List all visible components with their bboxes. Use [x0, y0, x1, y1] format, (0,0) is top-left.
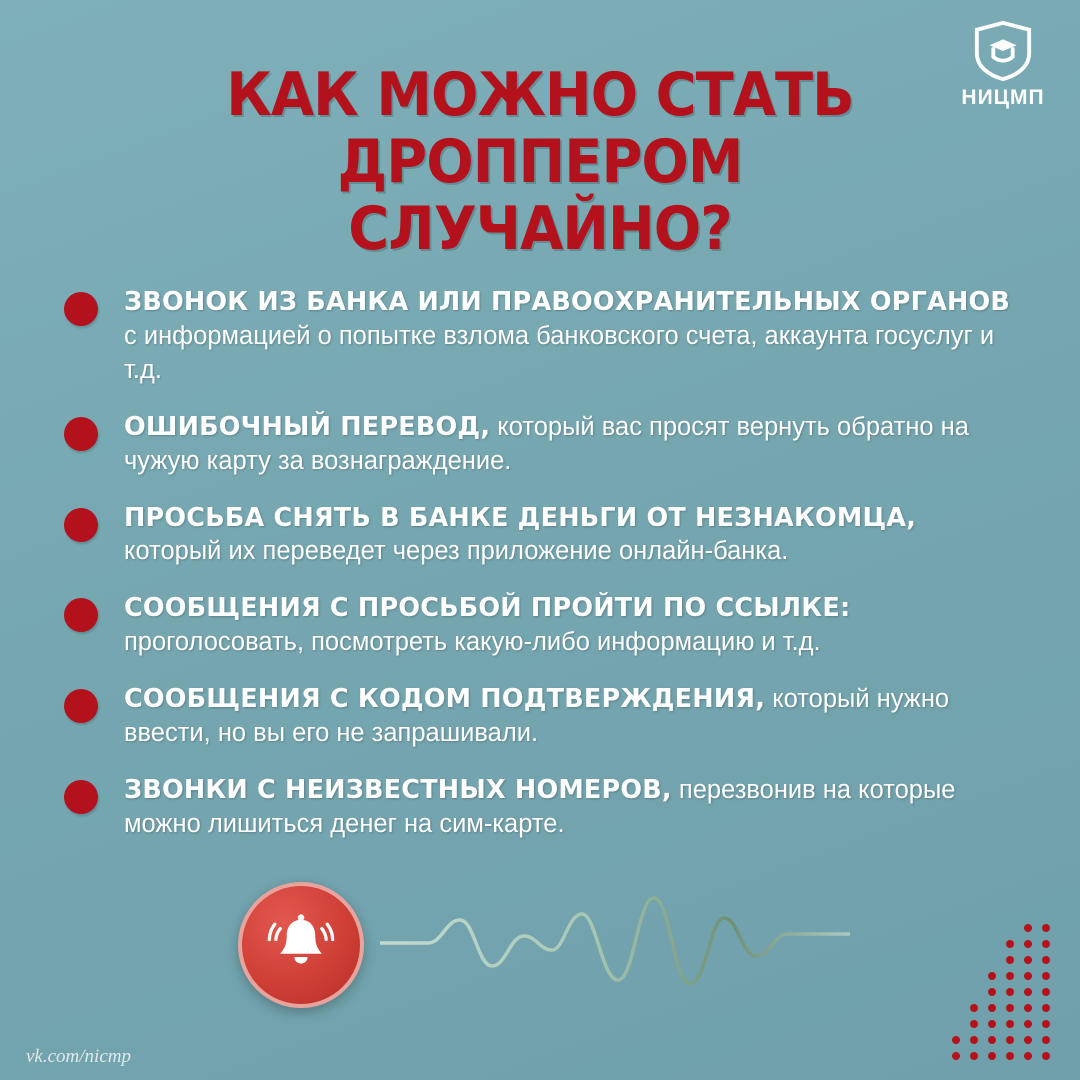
list-item-lead: ОШИБОЧНЫЙ ПЕРЕВОД,: [124, 411, 491, 442]
page-title: [0, 62, 1080, 264]
sound-wave-icon: [380, 884, 850, 1002]
list-item-text: [124, 592, 1014, 660]
list-item-rest: который нужно ввести, но вы его не запрашивали.: [124, 685, 950, 748]
list-item: [64, 683, 1024, 751]
warning-list: [64, 286, 1024, 865]
dot-grid-icon: [948, 920, 1066, 1070]
list-item-text: [124, 502, 1014, 570]
list-item-text: [124, 411, 1014, 479]
list-item-lead: СООБЩЕНИЯ С ПРОСЬБОЙ ПРОЙТИ ПО ССЫЛКЕ:: [124, 593, 851, 624]
bullet-icon: [64, 508, 98, 542]
list-item: [64, 502, 1024, 570]
list-item: [64, 592, 1024, 660]
bullet-icon: [64, 598, 98, 632]
list-item-lead: СООБЩЕНИЯ С КОДОМ ПОДТВЕРЖДЕНИЯ,: [124, 684, 766, 715]
list-item-lead: ЗВОНКИ С НЕИЗВЕСТНЫХ НОМЕРОВ,: [124, 774, 672, 805]
ringing-bell-icon: [238, 882, 364, 1008]
title-line-2: СЛУЧАЙНО?: [348, 194, 732, 265]
list-item-text: [124, 286, 1014, 388]
list-item-lead: ПРОСЬБА СНЯТЬ В БАНКЕ ДЕНЬГИ ОТ НЕЗНАКОМЦА,: [124, 502, 917, 533]
list-item-rest: который вас просят вернуть обратно на чужую карту за вознаграждение.: [124, 412, 969, 475]
list-item-lead: ЗВОНОК ИЗ БАНКА ИЛИ ПРАВООХРАНИТЕЛЬНЫХ ОРГАНОВ: [124, 287, 1011, 317]
bullet-icon: [64, 689, 98, 723]
logo-text: НИЦМП: [961, 86, 1045, 109]
list-item-rest: проголосовать, посмотреть какую-либо информацию и т.д.: [124, 628, 821, 657]
bullet-icon: [64, 417, 98, 451]
list-item: [64, 411, 1024, 479]
list-item-rest: с информацией о попытке взлома банковского счета, аккаунта госуслуг и т.д.: [124, 321, 995, 384]
footer-link[interactable]: vk.com/nicmp: [26, 1046, 131, 1067]
title-line-1: КАК МОЖНО СТАТЬ ДРОППЕРОМ: [226, 60, 854, 198]
list-item-rest: перезвонив на которые можно лишиться денег на сим-карте.: [124, 775, 956, 838]
list-item: [64, 286, 1024, 388]
list-item-rest: который их переведет через приложение онлайн-банка.: [124, 537, 789, 566]
bottom-graphic: [0, 864, 1080, 1034]
list-item-text: [124, 774, 1014, 842]
bullet-icon: [64, 780, 98, 814]
list-item: [64, 774, 1024, 842]
list-item-text: [124, 683, 1014, 751]
bullet-icon: [64, 292, 98, 326]
